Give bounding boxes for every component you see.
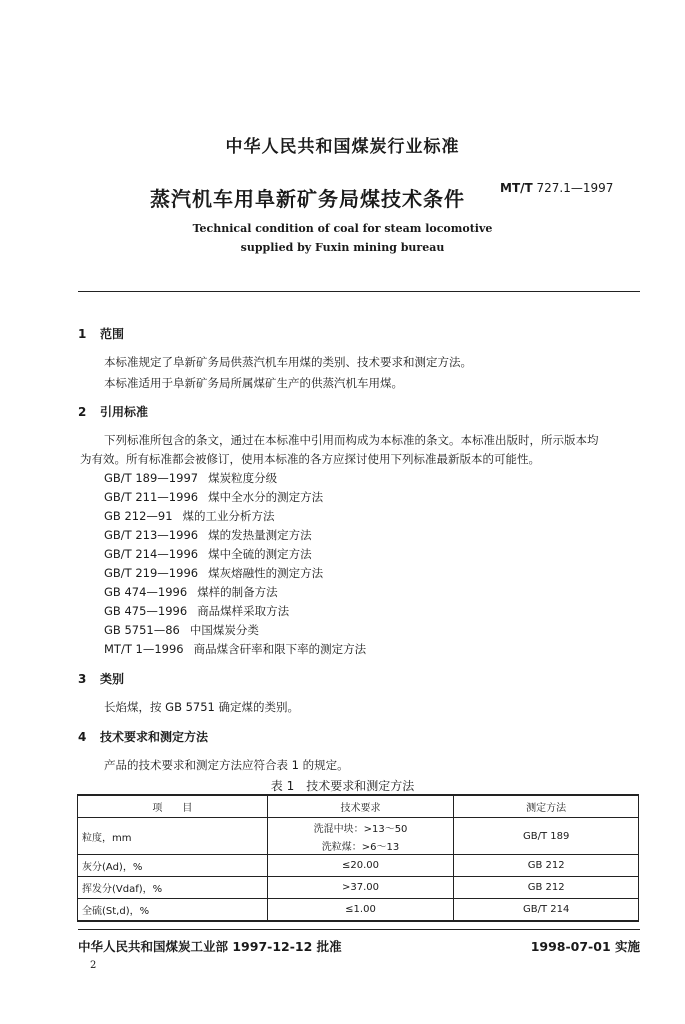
section-number: 1 (78, 327, 87, 341)
section-title: 引用标准 (100, 405, 149, 419)
spec-table (77, 794, 639, 922)
header-divider (78, 291, 640, 292)
reference-name: 煤的发热量测定方法 (208, 528, 312, 542)
table-cell-requirement: ≤20.00 (267, 855, 454, 877)
reference-code: GB/T 214—1996 (104, 547, 199, 561)
section-number: 2 (78, 405, 87, 419)
section-title: 技术要求和测定方法 (100, 730, 209, 744)
reference-item (104, 546, 312, 562)
table-header-row (78, 795, 639, 818)
reference-item (104, 565, 323, 581)
section-2-heading (78, 403, 148, 420)
section-number: 3 (78, 672, 87, 686)
table-cell-requirement: 洗混中块：>13～50 (267, 818, 454, 837)
section-2-intro-line2: 为有效。所有标准都会被修订，使用本标准的各方应探讨使用下列标准最新版本的可能性。 (80, 452, 540, 466)
reference-name: 煤灰熔融性的测定方法 (208, 566, 324, 580)
reference-item (104, 489, 323, 505)
standard-category: 中华人民共和国煤炭行业标准 (225, 137, 460, 157)
reference-name: 商品煤样采取方法 (197, 604, 290, 618)
reference-code: GB 5751—86 (104, 623, 180, 637)
reference-item (104, 527, 312, 543)
section-4-para: 产品的技术要求和测定方法应符合表 1 的规定。 (104, 758, 349, 772)
implementation-date: 1998-07-01 实施 (530, 939, 640, 954)
reference-code: GB/T 211—1996 (104, 490, 199, 504)
section-1-para1: 本标准规定了阜新矿务局供蒸汽机车用煤的类别、技术要求和测定方法。 (104, 355, 472, 369)
table-cell-requirement: >37.00 (267, 877, 454, 899)
reference-name: 煤炭粒度分级 (208, 471, 278, 485)
table-row (78, 818, 639, 837)
table-cell-requirement: ≤1.00 (267, 899, 454, 922)
footer-divider (78, 929, 640, 930)
reference-name: 煤的工业分析方法 (182, 509, 275, 523)
section-1-heading (78, 325, 124, 342)
section-1-para2: 本标准适用于阜新矿务局所属煤矿生产的供蒸汽机车用煤。 (104, 376, 403, 390)
reference-code: GB 212—91 (104, 509, 173, 523)
reference-name: 商品煤含矸率和限下率的测定方法 (193, 642, 367, 656)
table-caption: 表 1 技术要求和测定方法 (270, 779, 415, 793)
standard-number-value: 727.1—1997 (536, 181, 614, 195)
reference-item (104, 641, 366, 657)
reference-item (104, 584, 278, 600)
reference-item (104, 470, 277, 486)
section-2-intro-line1: 下列标准所包含的条文，通过在本标准中引用而构成为本标准的条文。本标准出版时，所示版本均 (104, 433, 599, 447)
section-3-heading (78, 670, 124, 687)
title-english-line1: Technical condition of coal for steam locomotive (192, 222, 493, 235)
table-cell-item: 灰分(Ad)，% (78, 855, 268, 877)
title-chinese: 蒸汽机车用阜新矿务局煤技术条件 (150, 187, 465, 211)
standard-number (500, 181, 613, 195)
table-cell-method: GB 212 (454, 855, 639, 877)
section-4-heading (78, 728, 208, 745)
reference-code: MT/T 1—1996 (104, 642, 184, 656)
reference-name: 煤中全水分的测定方法 (208, 490, 324, 504)
title-english-line2: supplied by Fuxin mining bureau (240, 241, 445, 254)
reference-code: GB 475—1996 (104, 604, 188, 618)
approval-line: 中华人民共和国煤炭工业部 1997-12-12 批准 (78, 939, 342, 954)
reference-code: GB/T 219—1996 (104, 566, 199, 580)
page-number: 2 (90, 960, 97, 971)
reference-name: 煤样的制备方法 (197, 585, 278, 599)
reference-code: GB/T 213—1996 (104, 528, 199, 542)
reference-code: GB 474—1996 (104, 585, 188, 599)
table-cell-item: 挥发分(Vdaf)，% (78, 877, 268, 899)
table-cell-method: GB 212 (454, 877, 639, 899)
table-cell-item: 全硫(St,d)，% (78, 899, 268, 922)
reference-item (104, 603, 289, 619)
table-header-cell: 测定方法 (454, 795, 639, 818)
standard-number-prefix: MT/T (500, 181, 533, 195)
table-cell-requirement: 洗粒煤：>6～13 (267, 836, 454, 855)
reference-name: 中国煤炭分类 (189, 623, 259, 637)
table-cell-method: GB/T 189 (454, 818, 639, 855)
section-3-para: 长焰煤，按 GB 5751 确定煤的类别。 (104, 700, 300, 714)
section-number: 4 (78, 730, 87, 744)
reference-item (104, 622, 259, 638)
section-title: 类别 (100, 672, 125, 686)
reference-name: 煤中全硫的测定方法 (208, 547, 312, 561)
reference-code: GB/T 189—1997 (104, 471, 199, 485)
table-cell-method: GB/T 214 (454, 899, 639, 922)
table-header-cell: 项 目 (78, 795, 268, 818)
table-header-cell: 技术要求 (267, 795, 454, 818)
table-row (78, 877, 639, 899)
table-cell-item: 粒度，mm (78, 818, 268, 855)
section-title: 范围 (100, 327, 125, 341)
table-row (78, 899, 639, 922)
table-row (78, 855, 639, 877)
reference-item (104, 508, 275, 524)
